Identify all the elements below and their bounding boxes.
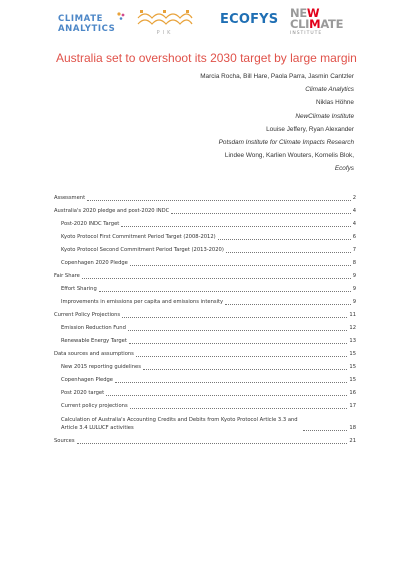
toc-entry[interactable] (54, 358, 356, 371)
toc-entry-page: 13 (349, 338, 356, 344)
toc-entry-page: 21 (349, 438, 356, 444)
toc-entry[interactable] (54, 432, 356, 445)
toc-entry[interactable] (54, 345, 356, 358)
toc-leader (129, 343, 347, 344)
toc-entry[interactable] (54, 371, 356, 384)
toc-leader (303, 430, 347, 431)
toc-leader (106, 395, 347, 396)
toc-entry[interactable] (54, 293, 356, 306)
toc-entry-page: 2 (352, 195, 356, 201)
climate-analytics-logo (58, 8, 124, 34)
toc-entry-title: Kyoto Protocol First Commitment Period Target (2008-2012) (61, 234, 216, 240)
toc-leader (122, 317, 347, 318)
toc-entry-title: Assessment (54, 195, 86, 201)
toc-leader (77, 443, 348, 444)
author-line: Marcia Rocha, Bill Hare, Paola Parra, Jasmin Cantzler (200, 73, 354, 80)
toc-entry-title: Emission Reduction Fund (61, 325, 126, 331)
author-list (54, 70, 354, 176)
toc-entry-title: Fair Share (54, 273, 80, 279)
toc-leader (121, 226, 350, 227)
toc-entry-title: Copenhagen Pledge (61, 377, 113, 383)
pik-emblem-icon (136, 8, 194, 30)
toc-entry-page: 16 (349, 390, 356, 396)
toc-entry-page: 9 (352, 273, 356, 279)
toc-entry-title: Kyoto Protocol Second Commitment Period Target (2013-2020) (61, 247, 224, 253)
logo-text: ANALYTICS (58, 24, 116, 34)
toc-entry-page: 6 (352, 234, 356, 240)
logo-text: NEW (290, 6, 320, 20)
toc-leader (130, 265, 351, 266)
toc-entry[interactable] (54, 384, 356, 397)
logo-text: PIK (156, 30, 174, 36)
toc-entry[interactable] (54, 202, 356, 215)
document-title: Australia set to overshoot its 2030 target by large margin (56, 51, 357, 65)
newclimate-logo (290, 8, 360, 36)
toc-entry-title: Current Policy Projections (54, 312, 121, 318)
toc-leader (218, 239, 351, 240)
pik-logo (136, 8, 194, 38)
toc-entry-page: 15 (349, 364, 356, 370)
toc-leader (115, 382, 347, 383)
toc-entry[interactable] (54, 306, 356, 319)
toc-entry-page: 7 (352, 247, 356, 253)
toc-entry-title: Post 2020 target (61, 390, 105, 396)
author-line: Lindee Wong, Karlien Wouters, Kornelis Blok, (224, 152, 354, 160)
toc-entry[interactable] (54, 228, 356, 241)
author-line: Climate Analytics (305, 86, 354, 94)
author-line: Niklas Höhne (315, 99, 354, 107)
toc-entry-title: Data sources and assumptions (54, 351, 134, 357)
toc-leader (128, 330, 348, 331)
toc-leader (143, 369, 347, 370)
author-line: Ecofys (334, 165, 354, 173)
toc-entry[interactable] (54, 332, 356, 345)
toc-leader (226, 252, 351, 253)
toc-entry-page: 8 (352, 260, 356, 266)
toc-entry[interactable] (54, 241, 356, 254)
toc-entry-page: 18 (349, 425, 356, 431)
table-of-contents (54, 189, 356, 445)
toc-entry-page: 4 (352, 208, 356, 214)
logo-text: CLIMATE (58, 14, 103, 24)
toc-entry-page: 17 (349, 403, 356, 409)
author-line: NewClimate Institute (295, 112, 354, 120)
toc-leader (136, 356, 348, 357)
toc-entry-title: Sources (54, 438, 75, 444)
toc-entry[interactable] (54, 189, 356, 202)
toc-leader (225, 304, 351, 305)
swirl-icon (116, 11, 126, 21)
logo-text: CLIMATE (290, 17, 344, 31)
toc-entry-page: 4 (352, 221, 356, 227)
toc-entry[interactable] (54, 397, 356, 410)
logo-text: INSTITUTE (290, 31, 323, 36)
ecofys-logo: ECOFYS (220, 12, 279, 27)
toc-entry-page: 15 (349, 351, 356, 357)
toc-entry-page: 15 (349, 377, 356, 383)
toc-entry[interactable] (54, 267, 356, 280)
author-line: Potsdam Institute for Climate Impacts Research (218, 139, 354, 147)
toc-entry-title: New 2015 reporting guidelines (61, 364, 141, 370)
toc-entry[interactable] (54, 215, 356, 228)
toc-leader (171, 213, 350, 214)
toc-leader (130, 408, 348, 409)
toc-entry[interactable] (54, 319, 356, 332)
toc-entry-page: 9 (352, 286, 356, 292)
toc-entry[interactable] (54, 254, 356, 267)
toc-entry[interactable] (54, 280, 356, 293)
toc-leader (87, 200, 351, 201)
toc-entry-page: 11 (349, 312, 356, 318)
toc-entry-page: 9 (352, 299, 356, 305)
toc-entry-title: Improvements in emissions per capita and emissions intensity (61, 299, 224, 305)
toc-entry-title: Copenhagen 2020 Pledge (61, 260, 128, 266)
author-line: Louise Jeffery, Ryan Alexander (266, 125, 354, 133)
toc-entry-title: Renewable Energy Target (61, 338, 127, 344)
toc-entry-title: Post-2020 INDC Target (61, 221, 120, 227)
toc-entry-page: 12 (349, 325, 356, 331)
toc-leader (82, 278, 351, 279)
logo-bar (58, 8, 358, 40)
toc-entry-title: Calculation of Australia's Accounting Credits and Debits from Kyoto Protocol Article 3.3 and Article 3.4 LULUCF activities (61, 417, 298, 431)
toc-entry-title: Current policy projections (61, 403, 128, 409)
toc-leader (99, 291, 351, 292)
toc-entry[interactable] (54, 410, 356, 432)
toc-entry-title: Effort Sharing (61, 286, 97, 292)
toc-entry-title: Australia's 2020 pledge and post-2020 INDC (54, 208, 170, 214)
